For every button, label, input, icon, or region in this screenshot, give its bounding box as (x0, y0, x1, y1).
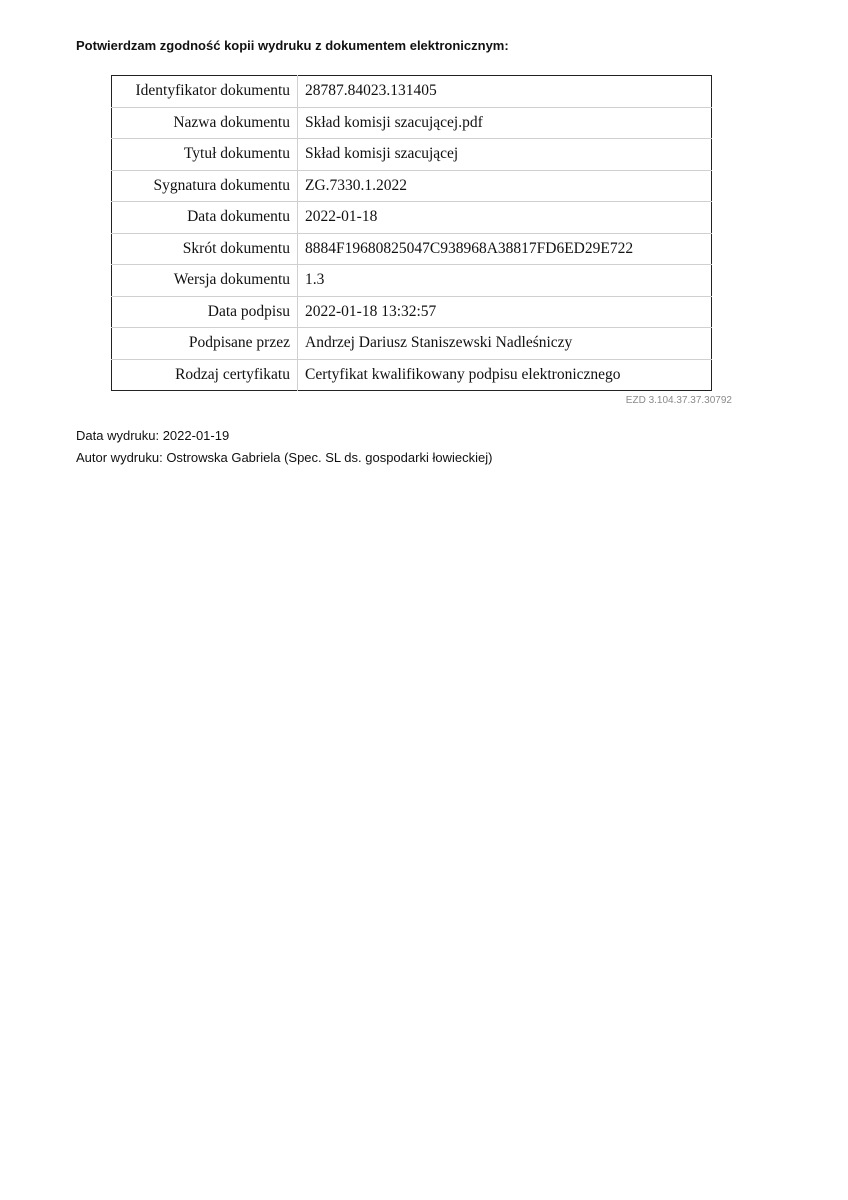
row-label-identyfikator: Identyfikator dokumentu (112, 76, 298, 108)
row-label-rodzaj-certyfikatu: Rodzaj certyfikatu (112, 359, 298, 391)
row-value-skrot: 8884F19680825047C938968A38817FD6ED29E722 (298, 233, 712, 265)
row-label-skrot: Skrót dokumentu (112, 233, 298, 265)
row-label-podpisane-przez: Podpisane przez (112, 328, 298, 360)
confirmation-heading: Potwierdzam zgodność kopii wydruku z dokumentem elektronicznym: (76, 38, 509, 53)
row-value-tytul: Skład komisji szacującej (298, 139, 712, 171)
row-value-data-podpisu: 2022-01-18 13:32:57 (298, 296, 712, 328)
table-row (112, 328, 712, 360)
document-metadata-table (111, 75, 712, 391)
table-row (112, 233, 712, 265)
row-value-podpisane-przez: Andrzej Dariusz Staniszewski Nadleśniczy (298, 328, 712, 360)
table-row (112, 296, 712, 328)
table-row (112, 265, 712, 297)
row-value-nazwa: Skład komisji szacującej.pdf (298, 107, 712, 139)
table-row (112, 359, 712, 391)
row-label-nazwa: Nazwa dokumentu (112, 107, 298, 139)
row-value-identyfikator: 28787.84023.131405 (298, 76, 712, 108)
row-value-data-dokumentu: 2022-01-18 (298, 202, 712, 234)
table-row (112, 76, 712, 108)
row-label-data-dokumentu: Data dokumentu (112, 202, 298, 234)
print-author: Autor wydruku: Ostrowska Gabriela (Spec. SL ds. gospodarki łowieckiej) (76, 450, 493, 465)
row-label-sygnatura: Sygnatura dokumentu (112, 170, 298, 202)
row-label-data-podpisu: Data podpisu (112, 296, 298, 328)
table-row (112, 170, 712, 202)
ezd-version-label: EZD 3.104.37.37.30792 (625, 395, 732, 406)
table-row (112, 202, 712, 234)
row-value-wersja: 1.3 (298, 265, 712, 297)
table-row (112, 107, 712, 139)
row-value-sygnatura: ZG.7330.1.2022 (298, 170, 712, 202)
row-value-rodzaj-certyfikatu: Certyfikat kwalifikowany podpisu elektronicznego (305, 365, 621, 383)
row-label-tytul: Tytuł dokumentu (112, 139, 298, 171)
print-date: Data wydruku: 2022-01-19 (76, 428, 230, 443)
table-row (112, 139, 712, 171)
row-label-wersja: Wersja dokumentu (112, 265, 298, 297)
